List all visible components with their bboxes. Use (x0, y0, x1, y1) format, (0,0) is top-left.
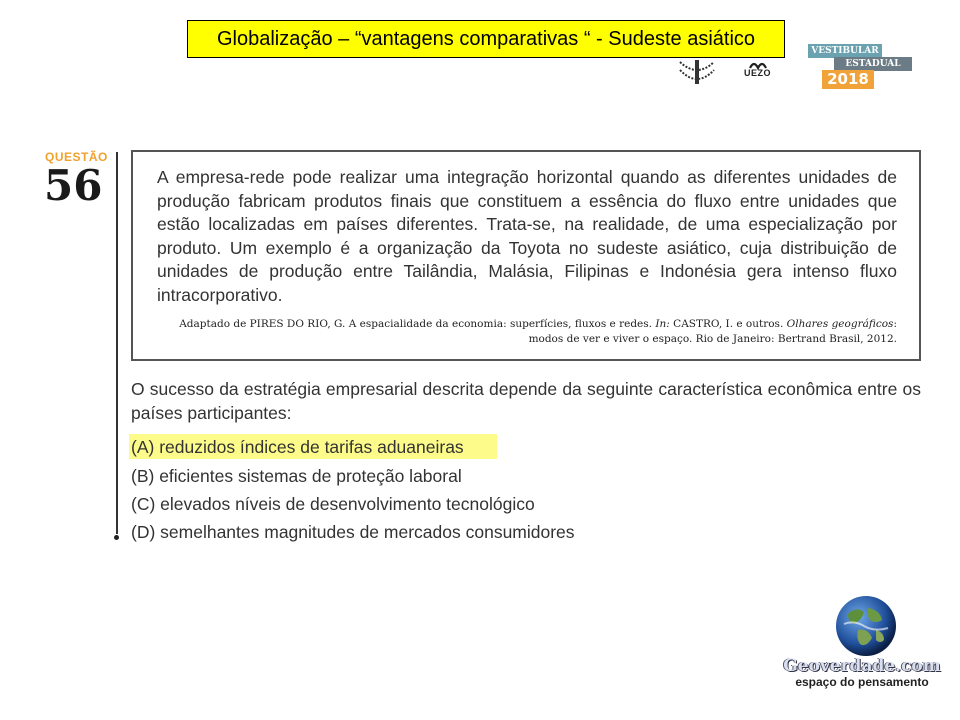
vestibular-label: VESTIBULAR (808, 44, 882, 58)
vestibular-badge (808, 44, 914, 90)
passage-box (131, 150, 921, 361)
globe-icon (834, 594, 898, 658)
question-stem: O sucesso da estratégia empresarial descrita depende da seguinte característica econômica entre os países participantes: (131, 379, 921, 423)
question-label: QUESTÃO (45, 150, 108, 164)
option-d[interactable]: (D) semelhantes magnitudes de mercados consumidores (131, 522, 575, 542)
brand-name: Geoverdade.com (783, 656, 941, 676)
passage-text: A empresa-rede pode realizar uma integração horizontal quando as diferentes unidades de produção fabricam produtos finais que constituem a essência do fluxo entre unidades que estão localizadas em países diferentes. Trata-se, na realidade, de uma especialização por produto. Um exemplo é a organização da Toyota no sudeste asiático, cuja distribuição de unidades de produção entre Tailândia, Malásia, Filipinas e Indonésia gera intenso fluxo intracorporativo. (157, 167, 897, 305)
question-number: 56 (44, 161, 103, 210)
passage-source: Adaptado de PIRES DO RIO, G. A espacialidade da economia: superfícies, fluxos e redes. In: CASTRO, I. e outros. Olhares geográficos: modos de ver e viver o espaço. Rio de Janeiro: Bertrand Brasil, 2012. (179, 318, 897, 345)
vestibular-year: 2018 (822, 70, 874, 89)
uerj-logo (676, 58, 718, 88)
brand-tagline: espaço do pensamento (795, 675, 929, 689)
estadual-label: ESTADUAL (834, 57, 912, 71)
option-c[interactable]: (C) elevados níveis de desenvolvimento tecnológico (131, 494, 535, 514)
slide-title: Globalização – “vantagens comparativas “ - Sudeste asiático (187, 20, 785, 58)
question-divider (116, 152, 118, 534)
uezo-logo-text: UEZO (744, 68, 772, 78)
option-b[interactable]: (B) eficientes sistemas de proteção laboral (131, 466, 462, 486)
option-a[interactable]: (A) reduzidos índices de tarifas aduaneiras (131, 437, 464, 457)
divider-end-dot (114, 535, 119, 540)
